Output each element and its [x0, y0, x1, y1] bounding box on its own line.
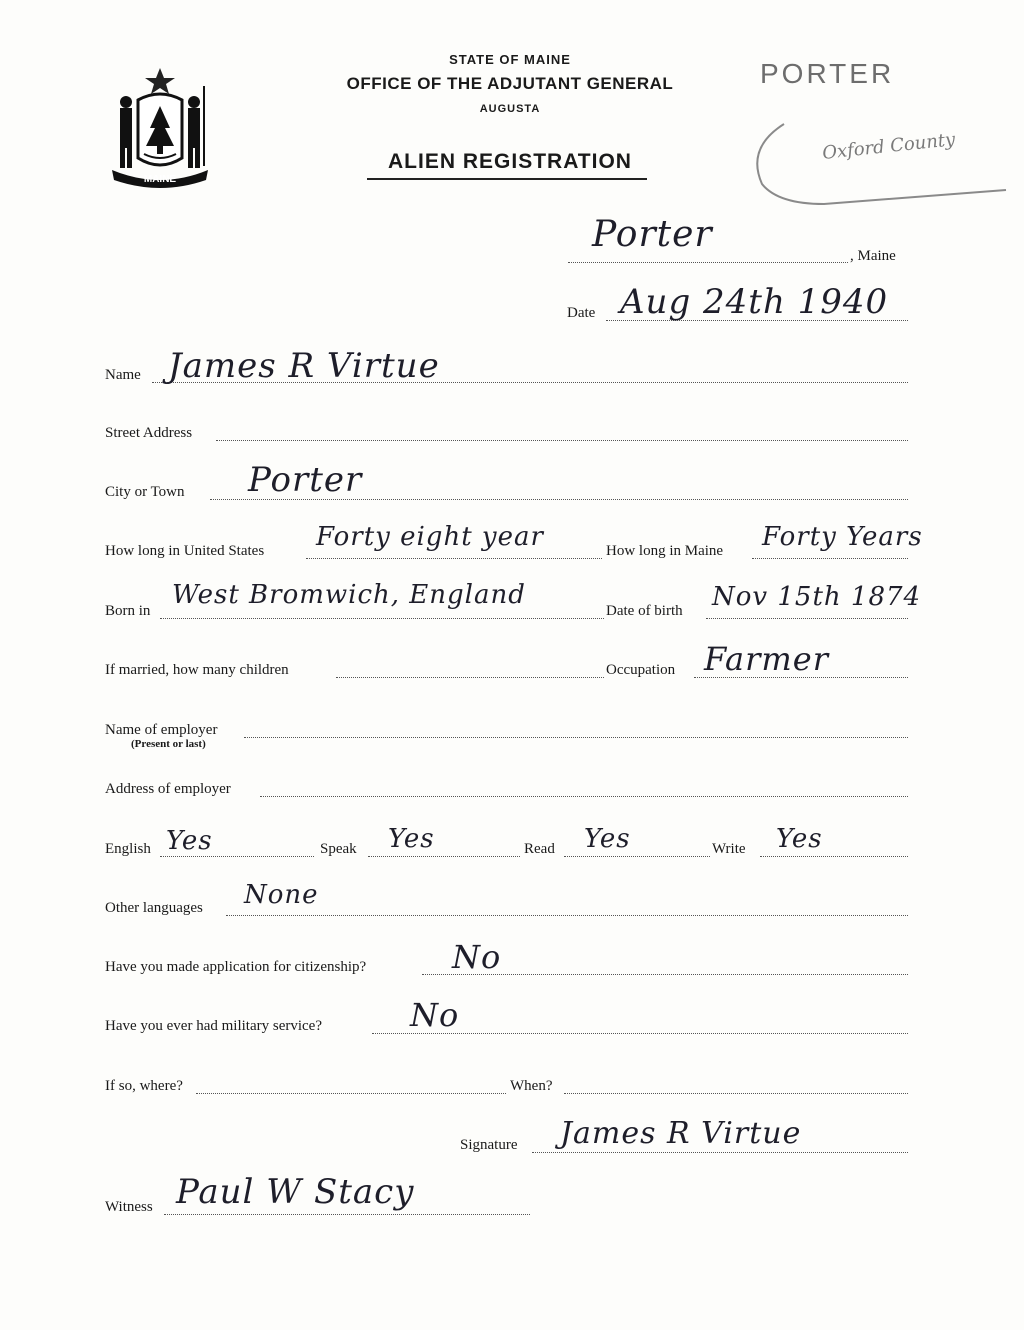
- where-dots: [196, 1093, 506, 1094]
- date-of-birth-dots: [706, 618, 908, 619]
- seal-banner-text: MAINE: [143, 174, 177, 185]
- witness-value: Paul W Stacy: [176, 1172, 415, 1212]
- where-label: If so, where?: [105, 1078, 183, 1094]
- occupation-value: Farmer: [704, 640, 829, 678]
- employer-name-sublabel: (Present or last): [131, 738, 206, 750]
- city-label: City or Town: [105, 484, 185, 500]
- date-of-birth-value: Nov 15th 1874: [712, 582, 922, 612]
- signature-value: James R Virtue: [560, 1116, 802, 1151]
- header-state: STATE OF MAINE: [449, 52, 571, 67]
- witness-dots: [164, 1214, 530, 1215]
- when-dots: [564, 1093, 908, 1094]
- born-in-dots: [160, 618, 604, 619]
- how-long-maine-value: Forty Years: [762, 522, 923, 552]
- read-label: Read: [524, 841, 555, 857]
- margin-note-county: Oxford County: [821, 129, 957, 164]
- city-value: Porter: [248, 460, 363, 500]
- read-dots: [564, 856, 710, 857]
- street-address-dots: [216, 440, 908, 441]
- military-value: No: [410, 996, 460, 1034]
- signature-dots: [532, 1152, 908, 1153]
- how-long-maine-label: How long in Maine: [606, 543, 724, 559]
- name-value: James R Virtue: [168, 346, 440, 386]
- employer-address-label: Address of employer: [105, 781, 231, 797]
- name-label: Name: [105, 367, 141, 383]
- occupation-label: Occupation: [606, 662, 676, 678]
- maine-state-seal-icon: [108, 66, 212, 188]
- children-dots: [336, 677, 604, 678]
- speak-value: Yes: [388, 824, 435, 854]
- date-value: Aug 24th 1940: [620, 282, 889, 322]
- when-label: When?: [510, 1078, 553, 1094]
- employer-address-dots: [260, 796, 908, 797]
- header-office: OFFICE OF THE ADJUTANT GENERAL: [346, 74, 674, 93]
- signature-label: Signature: [460, 1137, 518, 1153]
- place-state-label: , Maine: [850, 248, 896, 264]
- street-address-label: Street Address: [105, 425, 193, 441]
- english-value: Yes: [166, 826, 213, 856]
- margin-note-town: PORTER: [760, 58, 895, 89]
- header-city: AUGUSTA: [479, 103, 541, 115]
- margin-bracket-mark: [744, 118, 1012, 210]
- how-long-maine-dots: [752, 558, 908, 559]
- date-of-birth-label: Date of birth: [606, 603, 683, 619]
- read-value: Yes: [584, 824, 631, 854]
- english-dots: [160, 856, 314, 857]
- write-value: Yes: [776, 824, 823, 854]
- citizenship-value: No: [452, 938, 502, 976]
- employer-name-dots: [244, 737, 908, 738]
- title-underline: [367, 178, 647, 180]
- citizenship-label: Have you made application for citizenship?: [105, 959, 367, 975]
- other-languages-value: None: [244, 880, 319, 910]
- write-dots: [760, 856, 908, 857]
- speak-dots: [368, 856, 520, 857]
- other-languages-label: Other languages: [105, 900, 203, 916]
- date-label: Date: [567, 305, 596, 321]
- how-long-us-dots: [306, 558, 602, 559]
- form-title: ALIEN REGISTRATION: [388, 150, 632, 173]
- how-long-us-label: How long in United States: [105, 543, 265, 559]
- speak-label: Speak: [320, 841, 357, 857]
- children-label: If married, how many children: [105, 662, 289, 678]
- write-label: Write: [712, 841, 746, 857]
- other-languages-dots: [226, 915, 908, 916]
- place-line-dots: [568, 262, 848, 263]
- english-label: English: [105, 841, 151, 857]
- place-value: Porter: [592, 214, 713, 255]
- born-in-value: West Bromwich, England: [172, 580, 526, 610]
- employer-name-label: Name of employer: [105, 722, 218, 738]
- how-long-us-value: Forty eight year: [316, 522, 544, 552]
- witness-label: Witness: [105, 1199, 153, 1215]
- military-label: Have you ever had military service?: [105, 1018, 322, 1034]
- born-in-label: Born in: [105, 603, 151, 619]
